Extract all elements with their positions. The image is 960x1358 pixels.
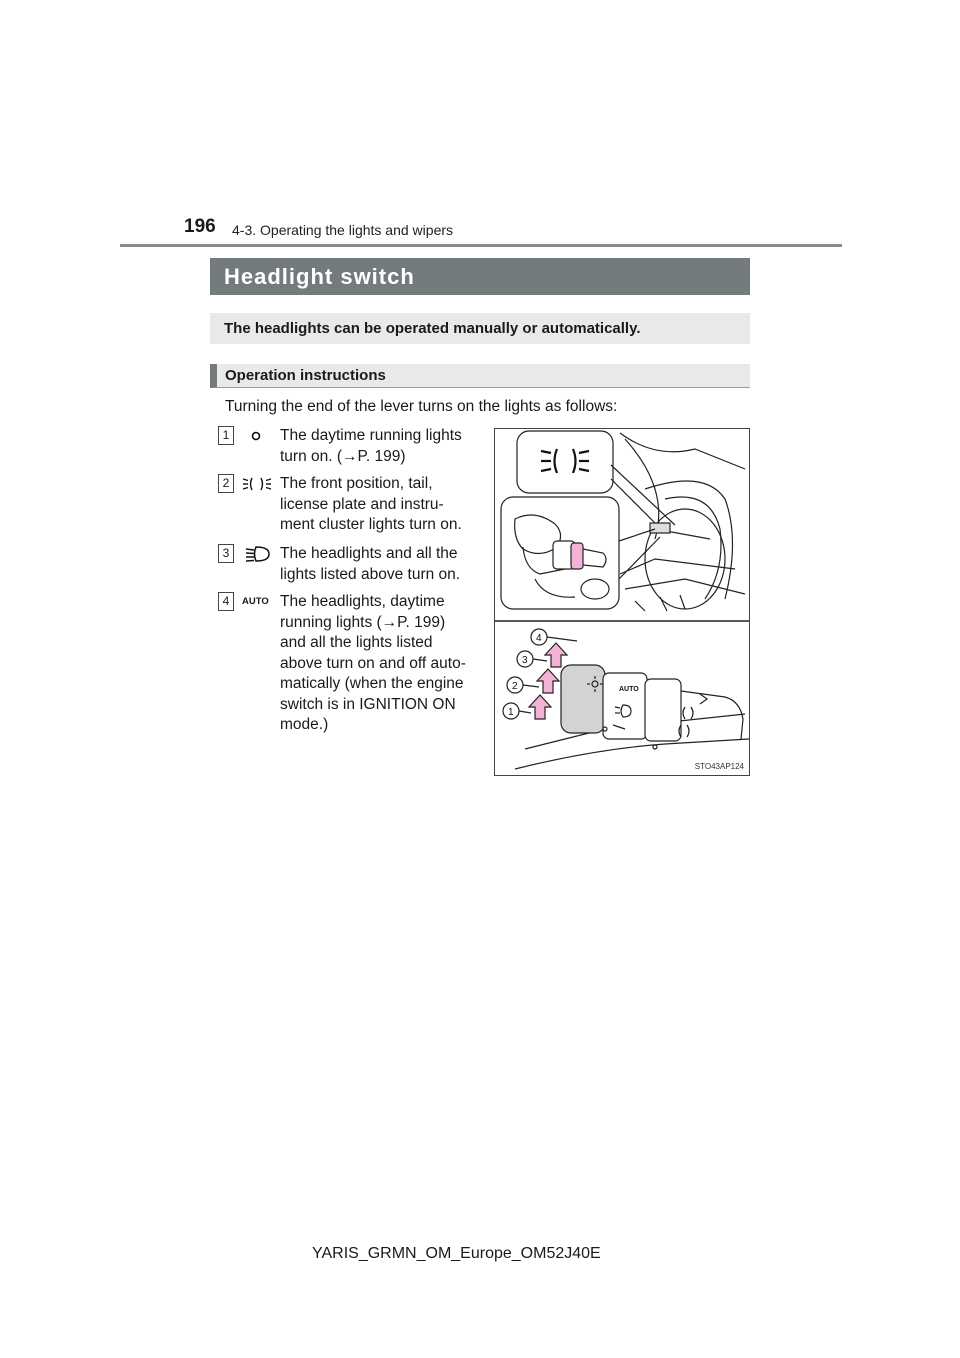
auto-label: AUTO (242, 596, 269, 607)
switch-auto-label: AUTO (619, 686, 639, 693)
operation-instructions-heading: Operation instructions (210, 364, 750, 388)
item-number: 4 (218, 592, 234, 611)
header-divider (120, 244, 842, 247)
callout-4: 4 (536, 633, 542, 644)
daytime-running-light-icon (242, 426, 272, 446)
callout-1: 1 (508, 707, 514, 718)
page-heading: Headlight switch (210, 258, 750, 295)
item-number: 1 (218, 426, 234, 445)
callout-3: 3 (522, 655, 528, 666)
item-description: The front position, tail, license plate and instru- ment cluster lights turn on. (280, 475, 462, 533)
callout-2: 2 (512, 681, 518, 692)
position-light-icon (242, 474, 272, 494)
item-number: 3 (218, 544, 234, 563)
page-number: 196 (184, 216, 216, 237)
intro-summary: The headlights can be operated manually or automatically. (210, 313, 750, 344)
document-footer: YARIS_GRMN_OM_Europe_OM52J40E (312, 1245, 601, 1262)
headlight-switch-illustration (494, 428, 750, 776)
item-description: The daytime running lights turn on. (→P. 199) (280, 427, 462, 465)
item-number: 2 (218, 474, 234, 493)
item-description: The headlights, daytime running lights (→P. 199) and all the lights listed above turn on and off auto- matically (when the engine switch is in IGNITION ON mode.) (280, 593, 466, 733)
illustration-drawing (495, 429, 749, 775)
headlight-icon (242, 544, 272, 564)
figure-code: STO43AP124 (694, 762, 744, 771)
item-description: The headlights and all the lights listed above turn on. (280, 545, 461, 583)
instruction-text: Turning the end of the lever turns on the lights as follows: (225, 398, 618, 415)
section-title: 4-3. Operating the lights and wipers (232, 222, 454, 238)
